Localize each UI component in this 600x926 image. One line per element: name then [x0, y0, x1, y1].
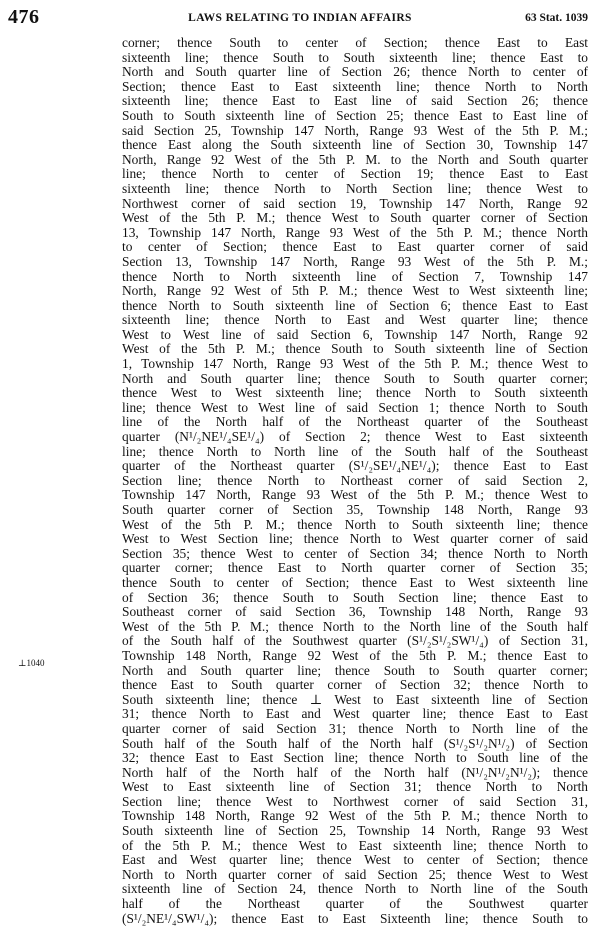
text-line: North to North quarter corner of said Section 25; thence West to West [122, 867, 588, 882]
text-line: South sixteenth line; thence ⊥ West to East sixteenth line of Section [122, 692, 588, 707]
text-line: North, Range 92 West of 5th P. M.; thence West to West sixteenth line; [122, 284, 588, 299]
text-line: South sixteenth line of Section 25, Township 14 North, Range 93 West [122, 824, 588, 839]
text-line: North, Range 92 West of the 5th P. M. to the North and South quarter [122, 152, 588, 167]
text-line: thence South to center of Section; thence East to West sixteenth line [122, 575, 588, 590]
text-line: Section line; thence West to Northwest corner of said Section 31, [122, 794, 588, 809]
text-line: West of the 5th P. M.; thence West to South quarter corner of Section [122, 211, 588, 226]
statute-reference: 63 Stat. 1039 [525, 12, 588, 24]
text-line: Northwest corner of said section 19, Township 147 North, Range 92 [122, 196, 588, 211]
text-line: South quarter corner of Section 35, Township 148 North, Range 93 [122, 503, 588, 517]
text-line: Section line; thence North to Northeast corner of said Section 2, [122, 473, 588, 488]
text-line: quarter corner of said Section 31; thence North to North line of the [122, 721, 588, 736]
text-line: West of the 5th P. M.; thence North to the North line of the South half [122, 619, 588, 634]
text-line: said Section 25, Township 147 North, Range 93 West of the 5th P. M.; [122, 123, 588, 138]
text-line: 31; thence North to East and West quarter line; thence East to East [122, 707, 588, 722]
text-line: Section 35; thence West to center of Section 34; thence North to North [122, 546, 588, 561]
text-line: 32; thence East to East Section line; thence North to South line of the [122, 751, 588, 766]
text-line: West of the 5th P. M.; thence North to South sixteenth line; thence [122, 517, 588, 532]
text-line: sixteenth line; thence North to North Section line; thence West to [122, 181, 588, 196]
text-line: Township 148 North, Range 92 West of the 5th P. M.; thence North to [122, 809, 588, 824]
text-line: South half of the South half of the North half (S¹/₂S¹/₂N¹/₂) of Section [122, 736, 588, 751]
text-line: thence West to West sixteenth line; thence North to South sixteenth [122, 386, 588, 401]
text-line: thence East along the South sixteenth line of Section 30, Township 147 [122, 138, 588, 153]
text-line: thence North to South sixteenth line of Section 6; thence East to East [122, 298, 588, 313]
text-line: of the 5th P. M.; thence West to East sixteenth line; thence North to [122, 838, 588, 853]
text-line: West to West Section line; thence North to West quarter corner of said [122, 532, 588, 547]
text-line: West to West line of said Section 6, Township 147 North, Range 92 [122, 327, 588, 342]
text-line: 1, Township 147 North, Range 93 West of the 5th P. M.; thence West to [122, 357, 588, 372]
text-line: North and South quarter line; thence South to South quarter corner; [122, 371, 588, 386]
text-line: Section 13, Township 147 North, Range 93 West of the 5th P. M.; [122, 254, 588, 269]
text-line: West to East sixteenth line of Section 31; thence North to North [122, 780, 588, 795]
text-line: Township 147 North, Range 93 West of the 5th P. M.; thence West to [122, 488, 588, 503]
text-line: South to South sixteenth line of Section 25; thence East to East line of [122, 108, 588, 123]
text-line: quarter corner; thence East to North quarter corner of Section 35; [122, 561, 588, 576]
body-text [122, 36, 588, 926]
text-line: line; thence West to West line of said Section 1; thence North to South [122, 400, 588, 415]
page-header [0, 6, 600, 30]
text-line: Southeast corner of said Section 36, Township 148 North, Range 93 [122, 605, 588, 620]
text-line: quarter of the Northeast quarter (S¹/₂SE¹/₄NE¹/₄); thence East to East [122, 459, 588, 474]
text-line: of the South half of the Southwest quarter (S¹/₂S¹/₂SW¹/₄) of Section 31, [122, 634, 588, 649]
running-title: LAWS RELATING TO INDIAN AFFAIRS [188, 12, 412, 24]
text-line: to center of Section; thence East to East quarter corner of said [122, 240, 588, 255]
text-line: line; thence North to North line of the South half of the Southeast [122, 444, 588, 459]
text-line: quarter (N¹/₂NE¹/₄SE¹/₄) of Section 2; thence West to East sixteenth [122, 430, 588, 445]
text-line: line of the North half of the Northeast quarter of the Southeast [122, 415, 588, 430]
text-line: thence East to South quarter corner of Section 32; thence North to [122, 678, 588, 693]
text-line: of Section 36; thence South to South Section line; thence East to [122, 590, 588, 605]
text-line: North half of the North half of the North half (N¹/₂N¹/₂N¹/₂); thence [122, 765, 588, 780]
text-line: sixteenth line of Section 24, thence North to North line of the South [122, 882, 588, 897]
text-line: sixteenth line; thence South to South sixteenth line; thence East to [122, 50, 588, 65]
text-line: line; thence North to center of Section 19; thence East to East [122, 167, 588, 182]
margin-page-marker: ⊥1040 [18, 658, 45, 668]
text-line: North and South quarter line of Section 26; thence North to center of [122, 65, 588, 80]
text-line: sixteenth line; thence North to East and West quarter line; thence [122, 313, 588, 328]
text-line: Section; thence East to East sixteenth line; thence North to North [122, 79, 588, 94]
text-line: thence North to North sixteenth line of Section 7, Township 147 [122, 269, 588, 284]
text-line: West of the 5th P. M.; thence South to South sixteenth line of Section [122, 342, 588, 357]
page-number: 476 [8, 6, 40, 28]
text-line: 13, Township 147 North, Range 93 West of the 5th P. M.; thence North [122, 225, 588, 240]
text-line: Township 148 North, Range 92 West of the 5th P. M.; thence East to [122, 648, 588, 663]
text-line: half of the Northeast quarter of the Southwest quarter [122, 897, 588, 912]
text-line: North and South quarter line; thence South to South quarter corner; [122, 663, 588, 678]
text-line: (S¹/₂NE¹/₄SW¹/₄); thence East to East Sixteenth line; thence South to [122, 911, 588, 926]
text-line: sixteenth line; thence East to East line of said Section 26; thence [122, 94, 588, 109]
text-line: East and West quarter line; thence West to center of Section; thence [122, 853, 588, 868]
text-line: corner; thence South to center of Section; thence East to East [122, 36, 588, 50]
